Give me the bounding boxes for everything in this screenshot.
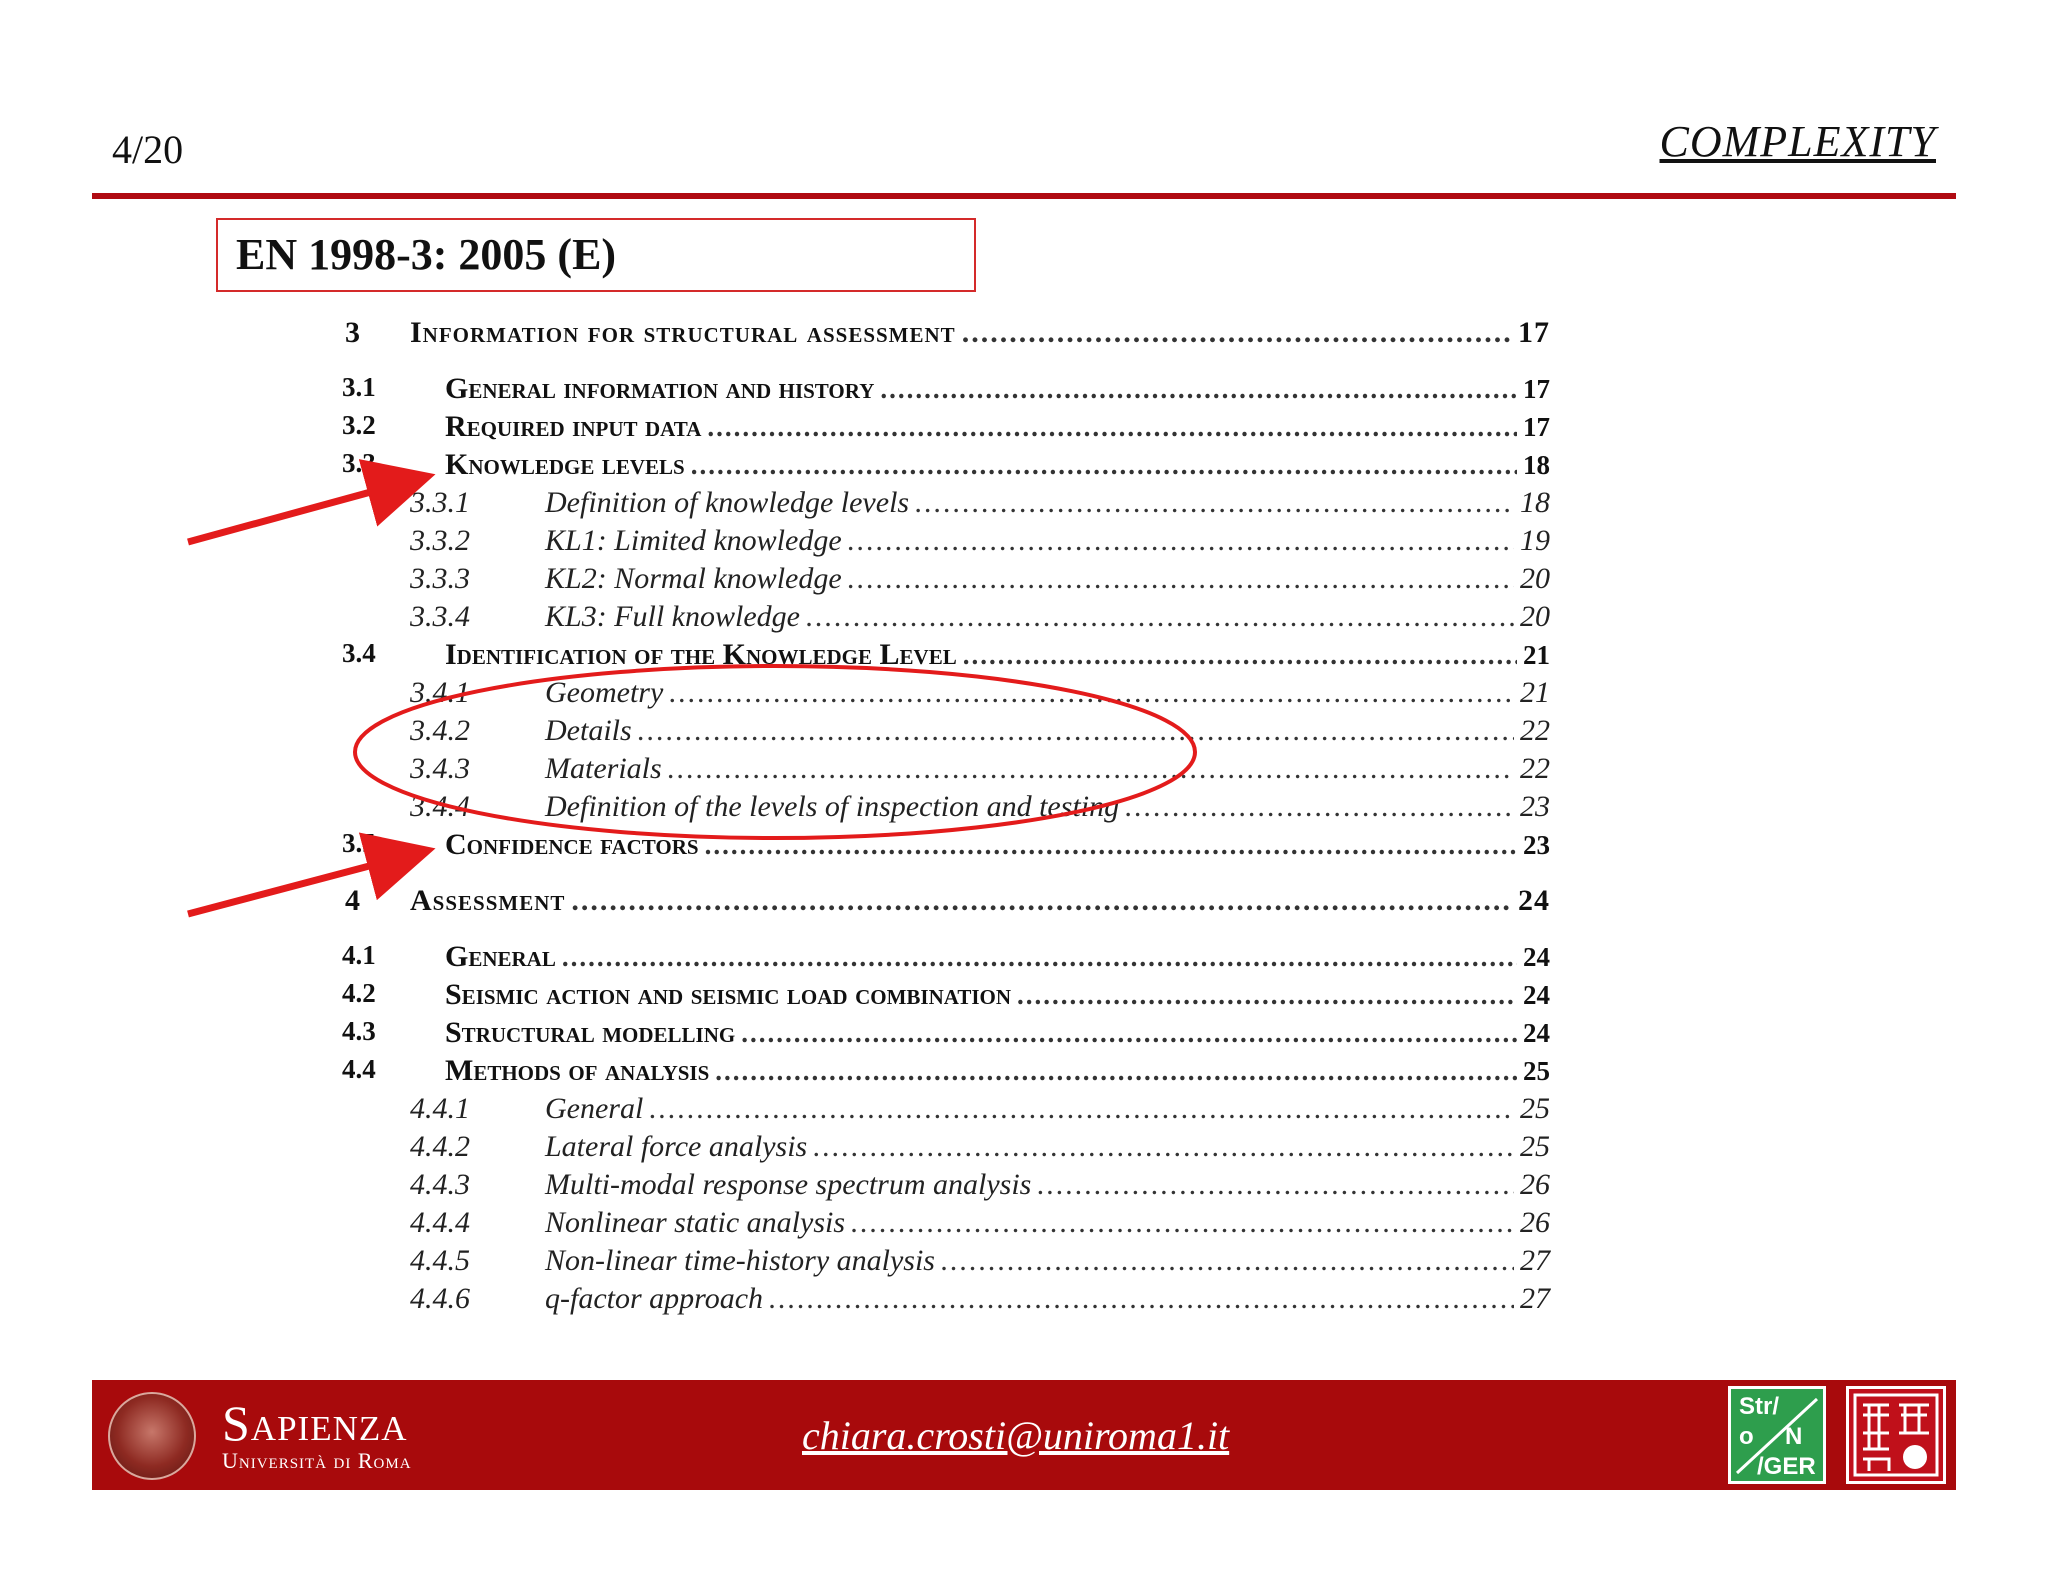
toc-entry-label: Required input data: [445, 410, 707, 444]
chinese-seal-icon: [1849, 1389, 1943, 1481]
chinese-seal-logo: [1846, 1386, 1946, 1484]
footer-bar: [92, 1380, 1956, 1490]
toc-entry-page: 26: [1520, 1206, 1550, 1239]
stronger-logo-text-2: o: [1739, 1423, 1754, 1450]
toc-entry-page: 22: [1520, 714, 1550, 747]
toc-entry-page: 27: [1520, 1244, 1550, 1277]
toc-entry-label: Multi-modal response spectrum analysis: [545, 1168, 1037, 1202]
toc-entry-page: 24: [1523, 942, 1550, 972]
toc-entry-page: 19: [1520, 524, 1550, 557]
toc-entry-label: Identification of the Knowledge Level: [445, 638, 963, 672]
page-number: 4/20: [112, 127, 184, 172]
toc-entry-number: 4.4.4: [410, 1206, 470, 1239]
university-name: Sapienza: [222, 1395, 408, 1451]
toc-entry-number: 3.3.4: [410, 600, 470, 633]
toc-entry-label: Non-linear time-history analysis: [545, 1244, 941, 1278]
toc-entry-label: Details: [545, 714, 638, 748]
toc-entry-page: 25: [1520, 1130, 1550, 1163]
stronger-logo-text-4: /GER: [1757, 1453, 1816, 1480]
toc-entry-number: 3.3.2: [410, 524, 470, 557]
toc-entry-page: 21: [1523, 640, 1550, 670]
toc-entry-number: 3.4.4: [410, 790, 470, 823]
contact-email-link[interactable]: chiara.crosti@uniroma1.it: [802, 1413, 1230, 1458]
toc-entry-page: 17: [1518, 316, 1550, 349]
toc-entry-page: 21: [1520, 676, 1550, 709]
toc-entry-number: 3.1: [342, 372, 376, 402]
toc-entry-page: 25: [1520, 1092, 1550, 1125]
toc-entry-page: 17: [1523, 374, 1550, 404]
toc-entry-page: 18: [1523, 450, 1550, 480]
toc-entry-number: 4: [345, 884, 361, 917]
toc-entry-label: General: [545, 1092, 649, 1126]
toc-entry-number: 4.1: [342, 940, 376, 970]
toc-entry-number: 3.4: [342, 638, 376, 668]
toc-entry-number: 4.4: [342, 1054, 376, 1084]
toc-entry-number: 3.3.3: [410, 562, 470, 595]
toc-entry-number: 3: [345, 316, 361, 349]
toc-entry-page: 18: [1520, 486, 1550, 519]
standard-label-box: EN 1998-3: 2005 (E): [216, 218, 976, 292]
toc-entry-label: KL2: Normal knowledge: [545, 562, 848, 596]
toc-entry-label: Materials: [545, 752, 668, 786]
toc-entry-number: 4.2: [342, 978, 376, 1008]
toc-entry-number: 4.4.2: [410, 1130, 470, 1163]
toc-entry-page: 25: [1523, 1056, 1550, 1086]
toc-entry-label: Lateral force analysis: [545, 1130, 813, 1164]
toc-entry-number: 3.4.3: [410, 752, 470, 785]
toc-entry-page: 23: [1523, 830, 1550, 860]
toc-entry-label: General: [445, 940, 562, 974]
toc-entry-label: Structural modelling: [445, 1016, 741, 1050]
toc-entry-label: KL1: Limited knowledge: [545, 524, 848, 558]
toc-entry-number: 3.5: [342, 828, 376, 858]
toc-entry-number: 3.4.1: [410, 676, 470, 709]
toc-entry-number: 4.4.5: [410, 1244, 470, 1277]
stronger-logo: [1728, 1386, 1826, 1484]
toc-entry-page: 22: [1520, 752, 1550, 785]
section-title: COMPLEXITY: [1659, 117, 1936, 166]
toc-entry-page: 27: [1520, 1282, 1550, 1315]
toc-entry-label: q-factor approach: [545, 1282, 769, 1316]
toc-entry-page: 24: [1518, 884, 1550, 917]
toc-entry-label: Definition of knowledge levels: [545, 486, 915, 520]
toc-entry-number: 4.4.6: [410, 1282, 470, 1315]
toc-entry-page: 26: [1520, 1168, 1550, 1201]
toc-entry-page: 24: [1523, 1018, 1550, 1048]
toc-entry-label: KL3: Full knowledge: [545, 600, 806, 634]
annotation-circle-details-materials: [355, 666, 1195, 838]
toc-entry-page: 20: [1520, 600, 1550, 633]
annotation-arrow-confidence-factors: [188, 852, 422, 914]
toc-entry-number: 3.4.2: [410, 714, 470, 747]
toc-entry-number: 4.3: [342, 1016, 376, 1046]
toc-entry-number: 3.2: [342, 410, 376, 440]
toc-entry-number: 4.4.1: [410, 1092, 470, 1125]
toc-entry-page: 20: [1520, 562, 1550, 595]
toc-entry-label: Definition of the levels of inspection and testing: [545, 790, 1125, 824]
toc-entry-label: Information for structural assessment: [410, 316, 962, 350]
annotation-arrow-knowledge-levels: [188, 478, 422, 542]
toc-entry-number: 4.4.3: [410, 1168, 470, 1201]
toc-entry-page: 23: [1520, 790, 1550, 823]
university-seal-icon: [108, 1392, 196, 1480]
toc-entry-label: Nonlinear static analysis: [545, 1206, 851, 1240]
stronger-logo-text-1: Str/: [1739, 1393, 1780, 1420]
toc-entry-label: Assessment: [410, 884, 571, 918]
toc-entry-page: 17: [1523, 412, 1550, 442]
toc-entry-label: Seismic action and seismic load combination: [445, 978, 1017, 1012]
stronger-logo-text-3: N: [1785, 1423, 1803, 1450]
toc-entry-number: 3.3.1: [410, 486, 470, 519]
toc-entry-label: General information and history: [445, 372, 880, 406]
toc-entry-page: 24: [1523, 980, 1550, 1010]
toc-entry-label: Confidence factors: [445, 828, 705, 862]
university-subtitle: Università di Roma: [222, 1448, 412, 1473]
toc-entry-label: Methods of analysis: [445, 1054, 715, 1088]
stronger-logo-slash-icon: [1731, 1389, 1823, 1481]
toc-entry-number: 3.3: [342, 448, 376, 478]
toc-entry-label: Knowledge levels: [445, 448, 691, 482]
toc-entry-label: Geometry: [545, 676, 669, 710]
